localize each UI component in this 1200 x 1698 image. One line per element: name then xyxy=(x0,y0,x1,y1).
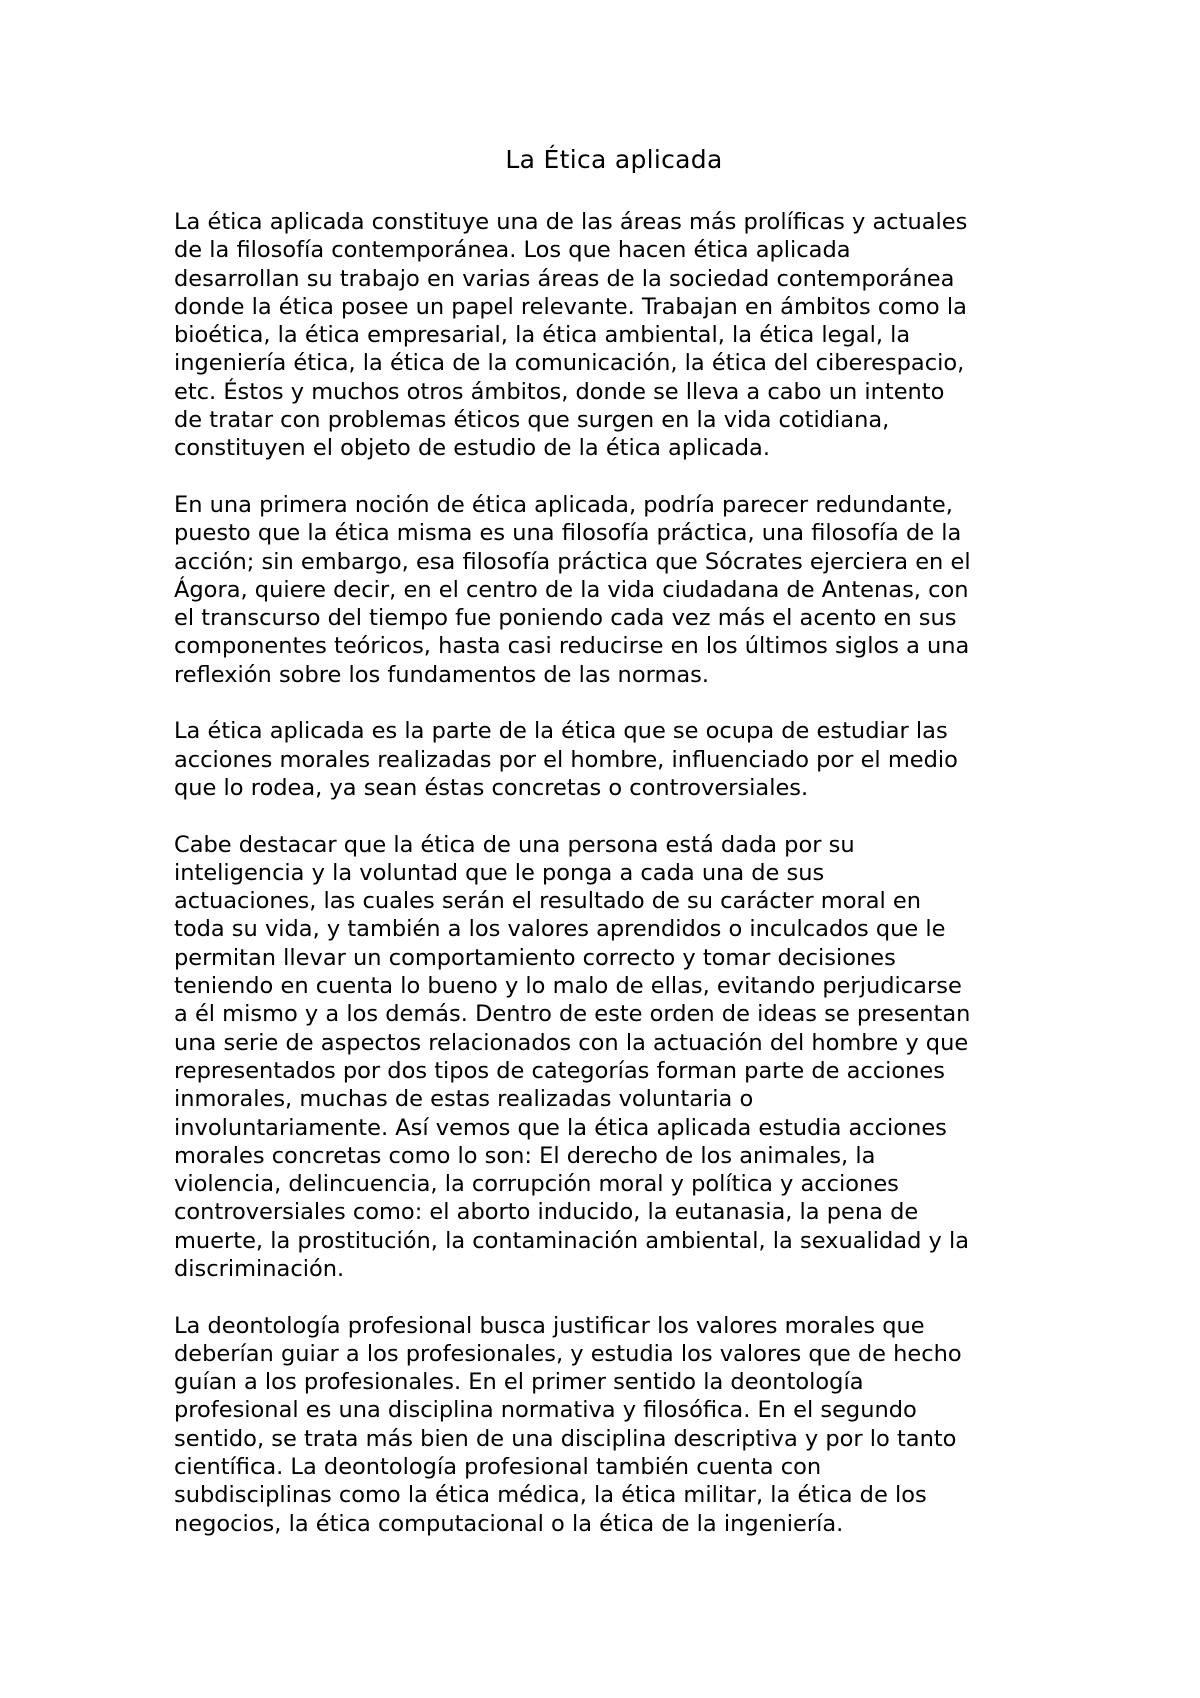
paragraph-line: representados por dos tipos de categorías forman parte de acciones xyxy=(174,1057,945,1084)
paragraph-line: teniendo en cuenta lo bueno y lo malo de ellas, evitando perjudicarse xyxy=(174,973,962,1000)
paragraph-3 xyxy=(174,717,1054,802)
paragraph-line: acciones morales realizadas por el hombre, influenciado por el medio xyxy=(174,746,958,773)
paragraph-line: violencia, delincuencia, la corrupción moral y política y acciones xyxy=(174,1171,899,1198)
paragraph-line: ingeniería ética, la ética de la comunicación, la ética del ciberespacio, xyxy=(174,350,965,377)
paragraphs-container xyxy=(174,208,1054,1538)
paragraph-line: negocios, la ética computacional o la ética de la ingeniería. xyxy=(174,1510,844,1537)
paragraph-line: sentido, se trata más bien de una disciplina descriptiva y por lo tanto xyxy=(174,1425,957,1452)
paragraph-line: una serie de aspectos relacionados con la actuación del hombre y que xyxy=(174,1029,969,1056)
paragraph-line: el transcurso del tiempo fue poniendo cada vez más el acento en sus xyxy=(174,605,957,632)
paragraph-line: de tratar con problemas éticos que surgen en la vida cotidiana, xyxy=(174,407,890,434)
paragraph-line: La ética aplicada constituye una de las áreas más prolíficas y actuales xyxy=(174,209,968,235)
paragraph-line: muerte, la prostitución, la contaminación ambiental, la sexualidad y la xyxy=(174,1227,970,1254)
paragraph-line: puesto que la ética misma es una filosofía práctica, una filosofía de la xyxy=(174,520,962,547)
paragraph-line: controversiales como: el aborto inducido, la eutanasia, la pena de xyxy=(174,1199,919,1226)
paragraph-1 xyxy=(174,208,1054,463)
paragraph-line: actuaciones, las cuales serán el resultado de su carácter moral en xyxy=(174,888,922,915)
paragraph-line: bioética, la ética empresarial, la ética ambiental, la ética legal, la xyxy=(174,322,911,349)
paragraph-line: morales concretas como lo son: El derecho de los animales, la xyxy=(174,1142,876,1169)
paragraph-line: permitan llevar un comportamiento correcto y tomar decisiones xyxy=(174,944,896,971)
paragraph-line: constituyen el objeto de estudio de la ética aplicada. xyxy=(174,435,770,462)
paragraph-line: La ética aplicada es la parte de la ética que se ocupa de estudiar las xyxy=(174,718,948,745)
paragraph-line: que lo rodea, ya sean éstas concretas o controversiales. xyxy=(174,774,809,801)
paragraph-line: La deontología profesional busca justificar los valores morales que xyxy=(174,1312,925,1339)
paragraph-line: de la filosofía contemporánea. Los que hacen ética aplicada xyxy=(174,237,851,264)
paragraph-5 xyxy=(174,1312,1054,1538)
document-title: La Ética aplicada xyxy=(505,145,723,174)
paragraph-line: reflexión sobre los fundamentos de las normas. xyxy=(174,661,710,688)
paragraph-line: componentes teóricos, hasta casi reducirse en los últimos siglos a una xyxy=(174,633,970,660)
paragraph-line: involuntariamente. Así vemos que la ética aplicada estudia acciones xyxy=(174,1114,947,1141)
paragraph-line: Ágora, quiere decir, en el centro de la vida ciudadana de Antenas, con xyxy=(174,576,969,603)
paragraph-line: toda su vida, y también a los valores aprendidos o inculcados que le xyxy=(174,916,946,943)
paragraph-2 xyxy=(174,491,1054,689)
paragraph-line: inteligencia y la voluntad que le ponga a cada una de sus xyxy=(174,859,825,886)
paragraph-line: desarrollan su trabajo en varias áreas de la sociedad contemporánea xyxy=(174,265,955,292)
paragraph-4 xyxy=(174,831,1054,1284)
paragraph-line: etc. Éstos y muchos otros ámbitos, donde se lleva a cabo un intento xyxy=(174,378,945,405)
paragraph-line: profesional es una disciplina normativa y filosófica. En el segundo xyxy=(174,1397,917,1424)
paragraph-line: donde la ética posee un papel relevante. Trabajan en ámbitos como la xyxy=(174,293,967,320)
paragraph-line: guían a los profesionales. En el primer sentido la deontología xyxy=(174,1369,864,1396)
paragraph-line: científica. La deontología profesional también cuenta con xyxy=(174,1454,822,1481)
paragraph-line: discriminación. xyxy=(174,1255,345,1282)
paragraph-line: Cabe destacar que la ética de una persona está dada por su xyxy=(174,831,855,858)
paragraph-line: acción; sin embargo, esa filosofía práctica que Sócrates ejerciera en el xyxy=(174,548,971,575)
document-body xyxy=(174,140,1054,1566)
paragraph-line: En una primera noción de ética aplicada, podría parecer redundante, xyxy=(174,491,953,518)
paragraph-line: subdisciplinas como la ética médica, la ética militar, la ética de los xyxy=(174,1482,927,1509)
paragraph-line: deberían guiar a los profesionales, y estudia los valores que de hecho xyxy=(174,1340,962,1367)
paragraph-line: inmorales, muchas de estas realizadas voluntaria o xyxy=(174,1086,754,1113)
paragraph-line: a él mismo y a los demás. Dentro de este orden de ideas se presentan xyxy=(174,1001,971,1028)
